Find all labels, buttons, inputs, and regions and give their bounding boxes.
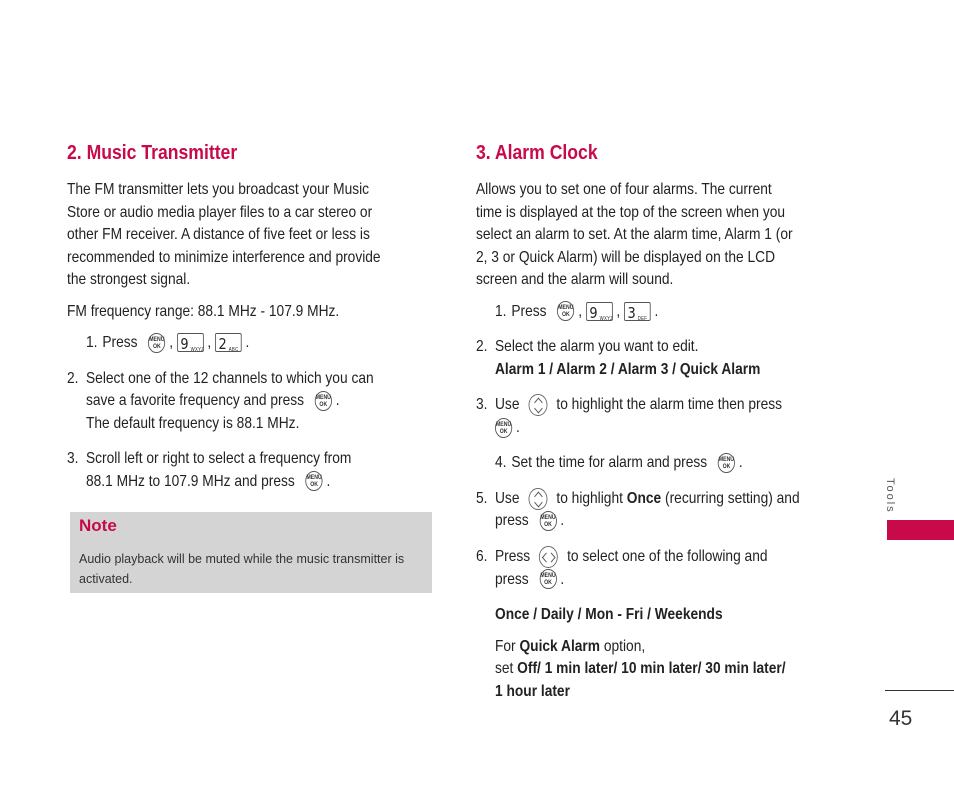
intro-paragraph: The FM transmitter lets you broadcast your Music Store or audio media player files to a car stereo or other FM receiver. A distance of five feet or less is recommended to minimize interference and provide the strongest signal.	[67, 181, 381, 288]
step-2: 2. Select the alarm you want to edit. Alarm 1 / Alarm 2 / Alarm 3 / Quick Alarm	[476, 338, 761, 378]
up-down-nav-key-icon	[528, 488, 547, 510]
menu-ok-key-icon: MENU OK	[306, 471, 323, 491]
menu-ok-key-icon: MENU OK	[718, 453, 735, 473]
menu-ok-key-icon: MENU OK	[557, 301, 574, 321]
page-number-rule	[885, 690, 954, 691]
alarm-options: Once / Daily / Mon - Fri / Weekends For Quick Alarm option, set Off/ 1 min later/ 10 min later/ 30 min later/ 1 hour later	[476, 604, 846, 703]
alarm-clock-heading: 3. Alarm Clock	[476, 142, 598, 164]
note-title: Note	[79, 516, 117, 535]
note-text: Audio playback will be muted while the music transmitter is activated.	[79, 552, 405, 586]
step-3: 3. Use to highlight the alarm time then press MENU OK .	[476, 396, 782, 436]
menu-ok-key-icon: MENU OK	[539, 569, 556, 589]
step-3: 3. Scroll left or right to select a frequency from 88.1 MHz to 107.9 MHz and press MENU OK .	[67, 450, 352, 490]
up-down-nav-key-icon	[528, 394, 547, 416]
music-transmitter-heading: 2. Music Transmitter	[67, 142, 238, 164]
menu-ok-key-icon: MENU OK	[495, 418, 512, 438]
left-right-nav-key-icon	[539, 546, 558, 568]
step-4: 4. Set the time for alarm and press MENU OK .	[495, 454, 743, 472]
quick-alarm-values: set Off/ 1 min later/ 10 min later/ 30 min later/	[495, 660, 786, 678]
key-2-icon: 2 ABC	[215, 333, 242, 352]
menu-ok-key-icon: MENU OK	[539, 511, 556, 531]
key-3-icon: 3 DEF	[624, 302, 651, 321]
menu-ok-key-icon: MENU OK	[148, 333, 165, 353]
alarm-clock-section	[476, 140, 846, 703]
step-6: 6. Press to select one of the following and press MENU OK .	[476, 547, 768, 588]
step-1: 1. Press MENU OK , 9 WXYZ , 3 DEF .	[495, 302, 659, 322]
key-9-icon: 9 WXYZ	[177, 333, 204, 352]
step-1: 1. Press MENU OK , 9 WXYZ , 2 ABC .	[86, 334, 250, 354]
frequency-range: FM frequency range: 88.1 MHz - 107.9 MHz.	[67, 302, 340, 320]
note-box	[70, 512, 432, 593]
key-9-icon: 9 WXYZ	[586, 302, 613, 321]
quick-alarm-option: For Quick Alarm option,	[495, 637, 646, 655]
section-tab-marker	[887, 520, 954, 540]
page-number: 45	[889, 707, 913, 730]
intro-paragraph: Allows you to set one of four alarms. The current time is displayed at the top of the screen when you select an alarm to set. At the alarm time, Alarm 1 (or 2, 3 or Quick Alarm) will be displayed on the LCD screen and the alarm will sound.	[476, 181, 793, 288]
step-5: 5. Use to highlight Once (recurring setting) and press MENU OK .	[476, 489, 800, 530]
menu-ok-key-icon: MENU OK	[315, 391, 332, 411]
step-2: 2. Select one of the 12 channels to which you can save a favorite frequency and press MENU OK . The default frequency is 88.1 MHz.	[67, 369, 374, 432]
section-tab-label: Tools	[884, 478, 896, 514]
music-transmitter-section	[67, 140, 429, 506]
